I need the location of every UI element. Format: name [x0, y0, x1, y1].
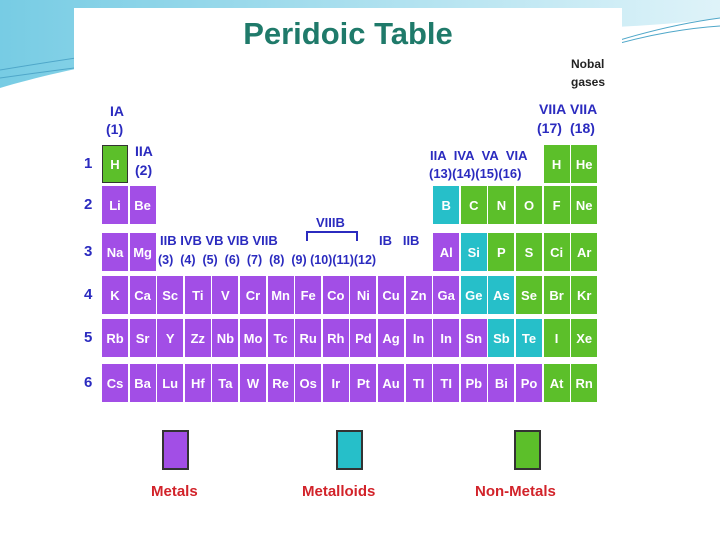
period-label-5: 5 — [84, 329, 93, 346]
element-cell-cs-r6c1: Cs — [102, 364, 128, 402]
element-cell-se-r4c16: Se — [516, 276, 542, 314]
group15-roman: VA — [481, 148, 499, 163]
element-cell-te-r5c16: Te — [516, 319, 542, 357]
element-cell-ci-r3c17: Ci — [544, 233, 570, 271]
page-title: Peridoic Table — [243, 16, 453, 51]
element-cell-li-r2c1: Li — [102, 186, 128, 224]
legend-swatch-nonmetal — [514, 430, 541, 470]
element-cell-mg-r3c2: Mg — [130, 233, 156, 271]
group18-number: (18) — [570, 120, 595, 136]
element-cell-s-r3c16: S — [516, 233, 542, 271]
nobal-label-line1: Nobal — [571, 57, 605, 71]
element-cell-ru-r5c8: Ru — [295, 319, 321, 357]
nobal-label-line2: gases — [571, 75, 606, 89]
element-cell-ga-r4c13: Ga — [433, 276, 459, 314]
element-cell-c-r2c14: C — [461, 186, 487, 224]
element-cell-ti-r6c12: TI — [406, 364, 432, 402]
element-cell-bi-r6c15: Bi — [488, 364, 514, 402]
group1-roman: IA — [110, 103, 124, 119]
element-cell-in-r5c12: In — [406, 319, 432, 357]
group14-roman: IVA — [453, 148, 474, 163]
legend-swatch-metalloid — [336, 430, 363, 470]
element-cell-sc-r4c3: Sc — [157, 276, 183, 314]
element-cell-ir-r6c9: Ir — [323, 364, 349, 402]
element-cell-ti-r4c4: Ti — [185, 276, 211, 314]
element-cell-pd-r5c10: Pd — [350, 319, 376, 357]
element-cell-po-r6c16: Po — [516, 364, 542, 402]
group16-roman: VIA — [505, 148, 528, 163]
element-cell-ge-r4c14: Ge — [461, 276, 487, 314]
group2-roman: IIA — [135, 143, 153, 159]
transition-groups-numbers: (3) (4) (5) (6) (7) (8) (9) (10)(11)(12) — [158, 253, 377, 267]
element-cell-ti-r6c13: TI — [433, 364, 459, 402]
element-cell-os-r6c8: Os — [295, 364, 321, 402]
element-cell-ta-r6c5: Ta — [212, 364, 238, 402]
element-cell-ag-r5c11: Ag — [378, 319, 404, 357]
periodic-table-grid — [102, 145, 600, 405]
element-cell-fe-r4c8: Fe — [295, 276, 321, 314]
element-cell-re-r6c7: Re — [268, 364, 294, 402]
period-label-1: 1 — [84, 155, 93, 172]
element-cell-mo-r5c6: Mo — [240, 319, 266, 357]
group17-roman: VIIA — [539, 101, 567, 117]
element-cell-rh-r5c9: Rh — [323, 319, 349, 357]
element-cell-ba-r6c2: Ba — [130, 364, 156, 402]
element-cell-i-r5c17: I — [544, 319, 570, 357]
group17-number: (17) — [537, 120, 562, 136]
period-label-6: 6 — [84, 374, 93, 391]
element-cell-k-r4c1: K — [102, 276, 128, 314]
element-cell-w-r6c6: W — [240, 364, 266, 402]
element-cell-xe-r5c18: Xe — [571, 319, 597, 357]
element-cell-ar-r3c18: Ar — [571, 233, 597, 271]
legend-swatch-metal — [162, 430, 189, 470]
element-cell-sb-r5c15: Sb — [488, 319, 514, 357]
element-cell-br-r4c17: Br — [544, 276, 570, 314]
legend-label-metal: Metals — [151, 483, 198, 500]
element-cell-pb-r6c14: Pb — [461, 364, 487, 402]
legend-label-metalloid: Metalloids — [302, 483, 376, 500]
element-cell-au-r6c11: Au — [378, 364, 404, 402]
element-cell-pt-r6c10: Pt — [350, 364, 376, 402]
element-cell-sn-r5c14: Sn — [461, 319, 487, 357]
element-cell-b-r2c13: B — [433, 186, 459, 224]
group18-roman: VIIA — [570, 101, 598, 117]
element-cell-hf-r6c4: Hf — [185, 364, 211, 402]
element-cell-f-r2c17: F — [544, 186, 570, 224]
groups-13-16-numbers: (13)(14)(15)(16) — [429, 166, 522, 181]
element-cell-h-r1c1: H — [102, 145, 128, 183]
element-cell-he-r1c18: He — [571, 145, 597, 183]
group2-number: (2) — [135, 162, 153, 178]
group1-number: (1) — [106, 121, 124, 137]
element-cell-nb-r5c5: Nb — [212, 319, 238, 357]
element-cell-zn-r4c12: Zn — [406, 276, 432, 314]
element-cell-ca-r4c2: Ca — [130, 276, 156, 314]
element-cell-ne-r2c18: Ne — [571, 186, 597, 224]
periodic-table-slide — [74, 8, 622, 508]
element-cell-at-r6c17: At — [544, 364, 570, 402]
group-viiib-label: VIIIB — [316, 215, 345, 230]
group13-roman: IIA — [430, 148, 447, 163]
period-label-4: 4 — [84, 286, 93, 303]
element-cell-cu-r4c11: Cu — [378, 276, 404, 314]
element-cell-o-r2c16: O — [516, 186, 542, 224]
transition-groups-roman: IIB IVB VB VIB VIIB — [160, 233, 278, 248]
element-cell-rb-r5c1: Rb — [102, 319, 128, 357]
element-cell-p-r3c15: P — [488, 233, 514, 271]
legend-label-nonmetal: Non-Metals — [475, 483, 556, 500]
element-cell-kr-r4c18: Kr — [571, 276, 597, 314]
element-cell-v-r4c5: V — [212, 276, 238, 314]
group-ib-iib-label: IB IIB — [379, 233, 420, 248]
element-cell-h-r1c17: H — [544, 145, 570, 183]
element-cell-tc-r5c7: Tc — [268, 319, 294, 357]
element-cell-lu-r6c3: Lu — [157, 364, 183, 402]
element-cell-n-r2c15: N — [488, 186, 514, 224]
period-label-2: 2 — [84, 196, 93, 213]
element-cell-co-r4c9: Co — [323, 276, 349, 314]
element-cell-rn-r6c18: Rn — [571, 364, 597, 402]
element-cell-zz-r5c4: Zz — [185, 319, 211, 357]
element-cell-si-r3c14: Si — [461, 233, 487, 271]
element-cell-al-r3c13: Al — [433, 233, 459, 271]
element-cell-mn-r4c7: Mn — [268, 276, 294, 314]
element-cell-cr-r4c6: Cr — [240, 276, 266, 314]
element-cell-y-r5c3: Y — [157, 319, 183, 357]
period-label-3: 3 — [84, 243, 93, 260]
element-cell-as-r4c15: As — [488, 276, 514, 314]
element-cell-be-r2c2: Be — [130, 186, 156, 224]
element-cell-sr-r5c2: Sr — [130, 319, 156, 357]
element-cell-in-r5c13: In — [433, 319, 459, 357]
element-cell-ni-r4c10: Ni — [350, 276, 376, 314]
element-cell-na-r3c1: Na — [102, 233, 128, 271]
